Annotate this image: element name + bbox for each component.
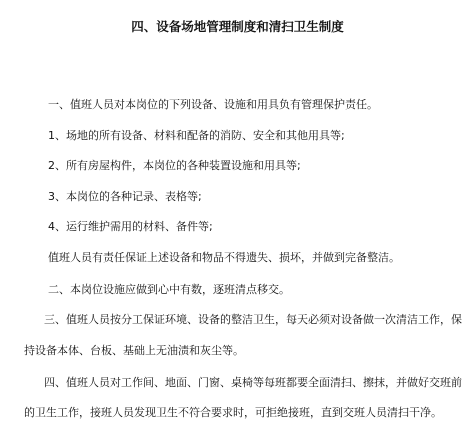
document-title: 四、设备场地管理制度和清扫卫生制度 [131,19,344,34]
paragraph-section-3-line-1: 三、值班人员按分工保证环境、设备的整洁卫生，每天必须对设备做一次清洁工作，保 [44,313,462,326]
paragraph-item-2: 2、所有房屋构件，本岗位的各种装置设施和用具等; [48,159,301,172]
paragraph-responsibility: 值班人员有责任保证上述设备和物品不得遗失、损坏，并做到完备整洁。 [48,251,400,264]
paragraph-item-3: 3、本岗位的各种记录、表格等; [48,190,202,203]
paragraph-section-4-line-1: 四、值班人员对工作间、地面、门窗、桌椅等每班都要全面清扫、擦抹，并做好交班前 [44,376,462,389]
paragraph-item-4: 4、运行维护需用的材料、备件等; [48,220,213,233]
paragraph-section-2: 二、本岗位设施应做到心中有数，逐班清点移交。 [48,283,290,296]
paragraph-item-1: 1、场地的所有设备、材料和配备的消防、安全和其他用具等; [48,129,345,142]
paragraph-section-3-line-2: 持设备本体、台板、基础上无油渍和灰尘等。 [24,344,244,357]
paragraph-section-4-line-2: 的卫生工作，接班人员发现卫生不符合要求时，可拒绝接班，直到交班人员清扫干净。 [24,406,442,419]
paragraph-section-1: 一、值班人员对本岗位的下列设备、设施和用具负有管理保护责任。 [48,98,378,111]
